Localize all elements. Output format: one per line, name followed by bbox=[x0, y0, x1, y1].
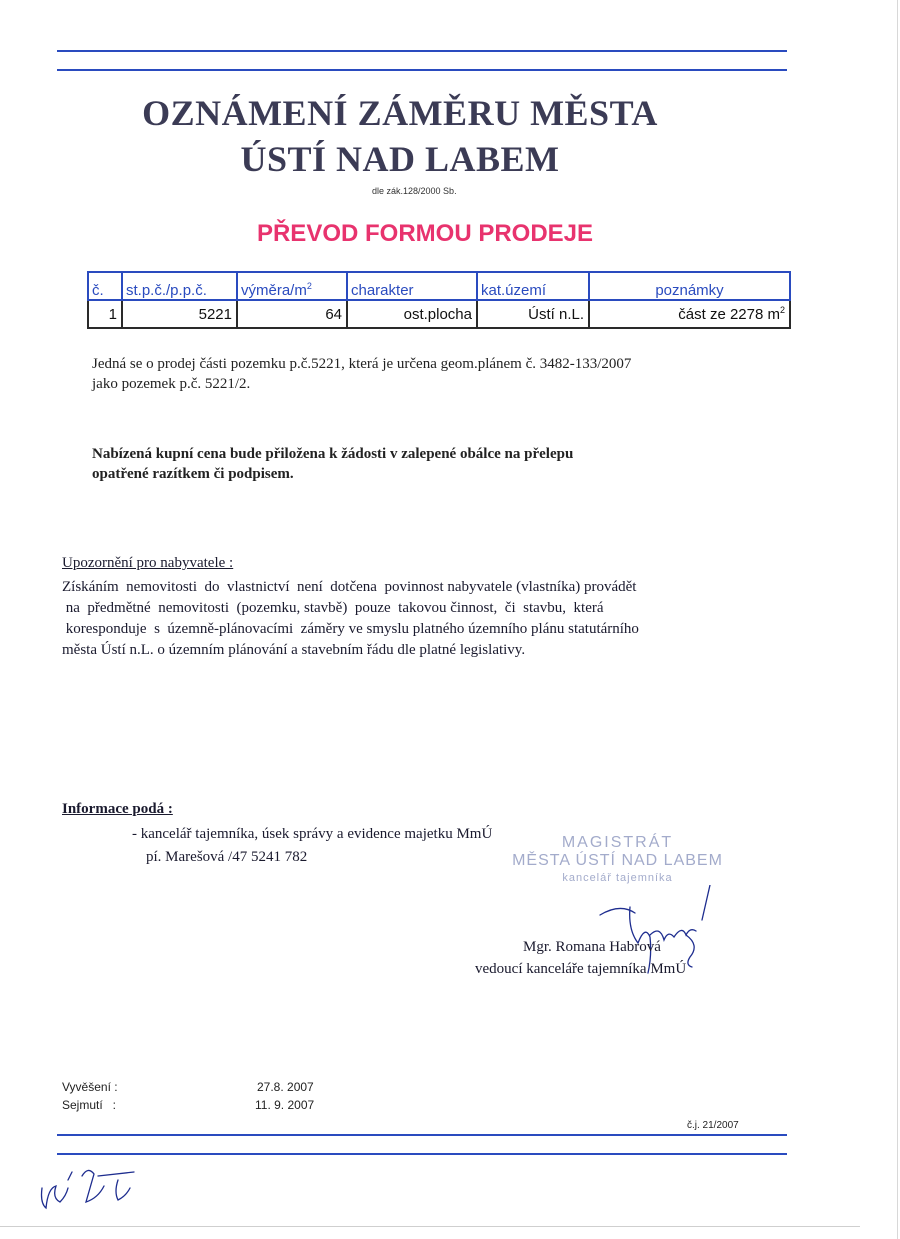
header-num: č. bbox=[88, 272, 122, 300]
signatory-role: vedoucí kanceláře tajemníka MmÚ bbox=[475, 961, 687, 977]
table-header-row bbox=[88, 272, 790, 300]
info-contact: pí. Marešová /47 5241 782 bbox=[146, 849, 308, 865]
posted-label: Vyvěšení : bbox=[62, 1080, 118, 1094]
cell-notes: část ze 2278 $m^2$ bbox=[589, 300, 790, 328]
warning-text bbox=[62, 577, 742, 661]
bottom-rule-2 bbox=[57, 1153, 787, 1155]
header-character: charakter bbox=[347, 272, 477, 300]
title-line-2: ÚSTÍ NAD LABEM bbox=[240, 139, 560, 179]
scan-edge-right bbox=[897, 0, 898, 1239]
warning-line-1: Získáním nemovitosti do vlastnictví není dotčena povinnost nabyvatele (vlastníka) provádět bbox=[62, 579, 637, 595]
sale-description-line-1: Jedná se o prodej části pozemku p.č.5221, která je určena geom.plánem č. 3482-133/2007 bbox=[92, 356, 632, 372]
cell-area: 64 bbox=[237, 300, 347, 328]
stamp-line-1: MAGISTRÁT bbox=[561, 834, 674, 851]
warning-title: Upozornění pro nabyvatele : bbox=[62, 555, 234, 571]
header-territory: kat.území bbox=[477, 272, 589, 300]
handwritten-initials bbox=[38, 1158, 148, 1218]
bottom-rule-1 bbox=[57, 1134, 787, 1136]
price-instruction-line-1: Nabízená kupní cena bude přiložena k žádosti v zalepené obálce na přelepu bbox=[92, 446, 574, 462]
reference-number: č.j. 21/2007 bbox=[687, 1120, 739, 1131]
stamp-line-3: kancelář tajemníka bbox=[562, 872, 673, 884]
law-reference: dle zák.128/2000 Sb. bbox=[372, 186, 457, 196]
price-instruction bbox=[92, 444, 732, 484]
top-rule-1 bbox=[57, 50, 787, 52]
table-row bbox=[88, 300, 790, 328]
cell-parcel: 5221 bbox=[122, 300, 237, 328]
sale-description bbox=[92, 354, 732, 394]
posted-date: 27.8. 2007 bbox=[257, 1080, 314, 1094]
sale-description-line-2: jako pozemek p.č. 5221/2. bbox=[92, 376, 251, 392]
warning-line-4: města Ústí n.L. o územním plánování a stavebním řádu dle platné legislativy. bbox=[62, 642, 526, 658]
cell-territory: Ústí n.L. bbox=[477, 300, 589, 328]
scan-edge-bottom bbox=[0, 1226, 860, 1227]
cell-num: 1 bbox=[88, 300, 122, 328]
header-parcel: st.p.č./p.p.č. bbox=[122, 272, 237, 300]
cell-character: ost.plocha bbox=[347, 300, 477, 328]
removed-date: 11. 9. 2007 bbox=[255, 1098, 315, 1112]
info-title: Informace podá : bbox=[62, 801, 173, 817]
header-area: výměra/$m^2$ bbox=[237, 272, 347, 300]
parcel-table bbox=[87, 271, 791, 329]
warning-line-2: na předmětné nemovitosti (pozemku, stavbě) pouze takovou činnost, či stavbu, která bbox=[62, 600, 604, 616]
signatory-name: Mgr. Romana Habrová bbox=[523, 939, 661, 955]
price-instruction-line-2: opatřené razítkem či podpisem. bbox=[92, 466, 294, 482]
header-notes: poznámky bbox=[589, 272, 790, 300]
top-rule-2 bbox=[57, 69, 787, 71]
subtitle: PŘEVOD FORMOU PRODEJE bbox=[256, 220, 594, 247]
warning-line-3: koresponduje s územně-plánovacími záměry ve smyslu platného územního plánu statutárního bbox=[62, 621, 639, 637]
office-stamp bbox=[510, 834, 725, 884]
removed-label: Sejmutí : bbox=[62, 1098, 117, 1112]
info-office: - kancelář tajemníka, úsek správy a evidence majetku MmÚ bbox=[132, 826, 493, 842]
stamp-line-2: MĚSTA ÚSTÍ NAD LABEM bbox=[512, 852, 723, 869]
title-line-1: OZNÁMENÍ ZÁMĚRU MĚSTA bbox=[142, 93, 658, 133]
